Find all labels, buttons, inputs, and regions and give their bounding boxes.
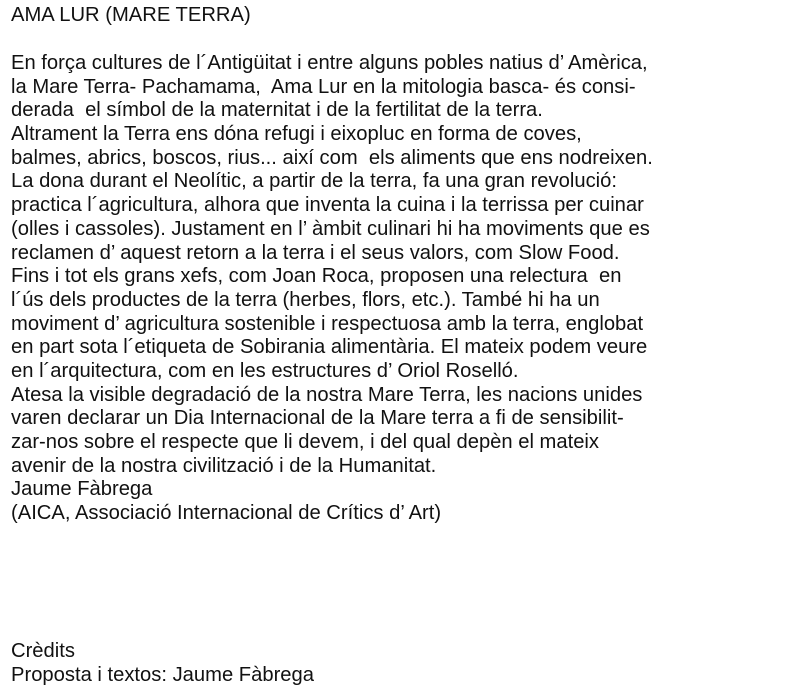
body-line: En força cultures de l´Antigüitat i entre alguns pobles natius d’ Amèrica, [11, 52, 648, 74]
body-line: La dona durant el Neolític, a partir de la terra, fa una gran revolució: [11, 170, 617, 193]
body-line: varen declarar un Dia Internacional de la Mare terra a fi de sensibilit- [11, 407, 624, 430]
body-line: reclamen d’ aquest retorn a la terra i el seus valors, com Slow Food. [11, 241, 620, 264]
author-affiliation: (AICA, Associació Internacional de Crítics d’ Art) [11, 502, 442, 525]
body-line: (olles i cassoles). Justament en l’ àmbit culinari hi ha moviments que es [11, 217, 650, 240]
credits-heading: Crèdits [11, 640, 75, 662]
body-line: la Mare Terra- Pachamama, Ama Lur en la mitologia basca- és consi- [11, 75, 636, 98]
body-line: en l´arquitectura, com en les estructures d’ Oriol Roselló. [11, 359, 519, 382]
credits-line: Proposta i textos: Jaume Fàbrega [11, 663, 314, 686]
body-line: avenir de la nostra civilització i de la Humanitat. [11, 454, 437, 477]
document-page [11, 0, 796, 697]
body-line: l´ús dels productes de la terra (herbes, flors, etc.). També hi ha un [11, 288, 600, 311]
credits-section [11, 640, 314, 687]
document-body [11, 52, 653, 526]
body-line: Atesa la visible degradació de la nostra Mare Terra, les nacions unides [11, 383, 643, 406]
body-line: Fins i tot els grans xefs, com Joan Roca, proposen una relectura en [11, 265, 622, 288]
body-line: balmes, abrics, boscos, rius... així com els aliments que ens nodreixen. [11, 146, 653, 169]
body-line: practica l´agricultura, alhora que inventa la cuina i la terrissa per cuinar [11, 194, 644, 217]
body-line: Altrament la Terra ens dóna refugi i eixopluc en forma de coves, [11, 123, 582, 146]
document-title: AMA LUR (MARE TERRA) [11, 4, 251, 26]
body-line: moviment d’ agricultura sostenible i respectuosa amb la terra, englobat [11, 312, 644, 335]
body-line: zar-nos sobre el respecte que li devem, i del qual depèn el mateix [11, 431, 600, 453]
body-line: en part sota l´etiqueta de Sobirania alimentària. El mateix podem veure [11, 336, 648, 359]
body-line: derada el símbol de la maternitat i de la fertilitat de la terra. [11, 99, 543, 122]
author-name: Jaume Fàbrega [11, 478, 153, 501]
